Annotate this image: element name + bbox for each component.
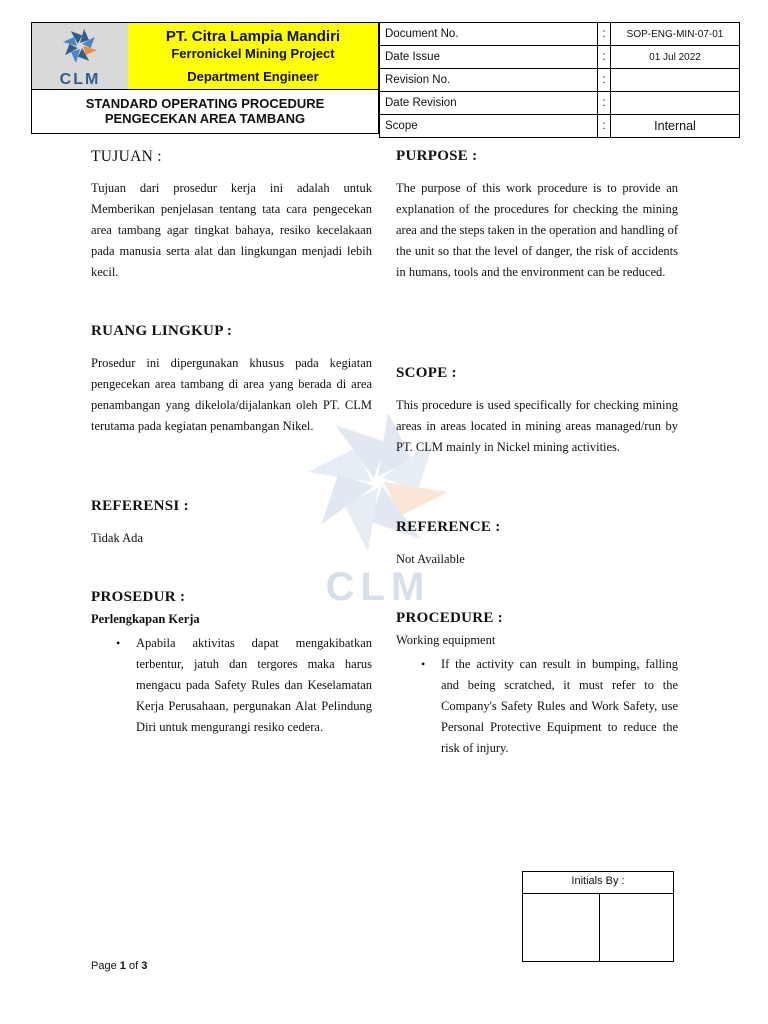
initials-box (522, 871, 674, 962)
initials-label: Initials By : (523, 872, 673, 894)
list-item (116, 633, 372, 763)
ruang-lingkup-heading: RUANG LINGKUP : (91, 323, 233, 339)
meta-label: Scope (380, 115, 598, 138)
referensi-text: Tidak Ada (91, 531, 143, 545)
page-of: of (128, 960, 139, 972)
scope-heading: SCOPE : (396, 365, 457, 381)
company-banner (128, 23, 378, 90)
logo-text: CLM (59, 71, 101, 88)
prosedur-heading: PROSEDUR : (91, 589, 186, 605)
meta-label: Date Revision (380, 92, 598, 115)
meta-value (611, 69, 740, 92)
tujuan-text: Tujuan dari prosedur kerja ini adalah untuk Memberikan penjelasan tentang tata cara pengecekan area tambang agar tingkat bahaya, resiko kecelakaan pada manusia serta alat dan lingkungan menjadi lebih kecil. (91, 181, 372, 279)
scope-text: This procedure is used specifically for checking mining areas in areas located in mining areas managed/run by PT. CLM mainly in Nickel mining activities. (396, 398, 678, 454)
sop-title-line2: PENGECEKAN AREA TAMBANG (104, 111, 306, 126)
prosedur-subheading: Perlengkapan Kerja (91, 612, 200, 626)
reference-heading: REFERENCE : (396, 519, 501, 535)
meta-row (380, 115, 740, 138)
initials-divider (599, 893, 600, 961)
page-current: 1 (119, 960, 126, 972)
page-number (91, 960, 147, 972)
meta-sep: : (598, 46, 611, 69)
meta-row (380, 92, 740, 115)
sop-title-line1: STANDARD OPERATING PROCEDURE (85, 96, 325, 111)
meta-sep: : (598, 92, 611, 115)
tujuan-heading: TUJUAN : (91, 148, 162, 165)
procedure-subheading: Working equipment (396, 633, 496, 647)
purpose-heading: PURPOSE : (396, 148, 478, 164)
purpose-text: The purpose of this work procedure is to provide an explanation of the procedures for checking the mining area and the steps taken in the operation and handling of the unit so that the level of danger, the risk of accidents in humans, tools and the environment can be reduced. (396, 181, 678, 279)
meta-label: Document No. (380, 23, 598, 46)
procedure-heading: PROCEDURE : (396, 610, 504, 626)
pinwheel-logo-icon (32, 23, 129, 90)
company-logo (32, 23, 129, 90)
meta-sep: : (598, 69, 611, 92)
header-company-block (31, 22, 379, 134)
ruang-lingkup-text: Prosedur ini dipergunakan khusus pada kegiatan pengecekan area tambang di area yang berada di area penambangan yang dikelola/dijalankan oleh PT. CLM terutama pada kegiatan penambangan Nikel. (91, 356, 372, 433)
prosedur-bullet-text: Apabila aktivitas dapat mengakibatkan terbentur, jatuh dan tergores maka harus mengacu pada Safety Rules dan Keselamatan Kerja Perusahaan, pergunakan Alat Pelindung Diri untuk mengurangi resiko cedera. (136, 636, 372, 734)
page-label: Page (91, 960, 117, 972)
reference-text: Not Available (396, 552, 465, 566)
meta-row (380, 23, 740, 46)
watermark-text: CLM (325, 565, 431, 609)
project-name: Ferronickel Mining Project (171, 46, 335, 61)
meta-sep: : (598, 115, 611, 138)
meta-value (611, 92, 740, 115)
page-total: 3 (141, 960, 148, 972)
meta-value: SOP-ENG-MIN-07-01 (611, 23, 740, 46)
meta-value: Internal (611, 115, 740, 138)
referensi-heading: REFERENSI : (91, 498, 189, 514)
meta-row (380, 69, 740, 92)
document-meta-table (379, 22, 740, 138)
meta-value: 01 Jul 2022 (611, 46, 740, 69)
meta-label: Revision No. (380, 69, 598, 92)
sop-title (32, 96, 378, 126)
procedure-bullet-text: If the activity can result in bumping, falling and being scratched, it must refer to the Company's Safety Rules and Work Safety, use Personal Protective Equipment to reduce the risk of injury. (441, 657, 678, 755)
meta-sep: : (598, 23, 611, 46)
list-item (421, 654, 678, 784)
department-name: Department Engineer (187, 69, 319, 84)
bullet-icon: • (116, 636, 121, 650)
company-name: PT. Citra Lampia Mandiri (165, 28, 341, 45)
meta-row (380, 46, 740, 69)
meta-label: Date Issue (380, 46, 598, 69)
bullet-icon: • (421, 657, 426, 671)
